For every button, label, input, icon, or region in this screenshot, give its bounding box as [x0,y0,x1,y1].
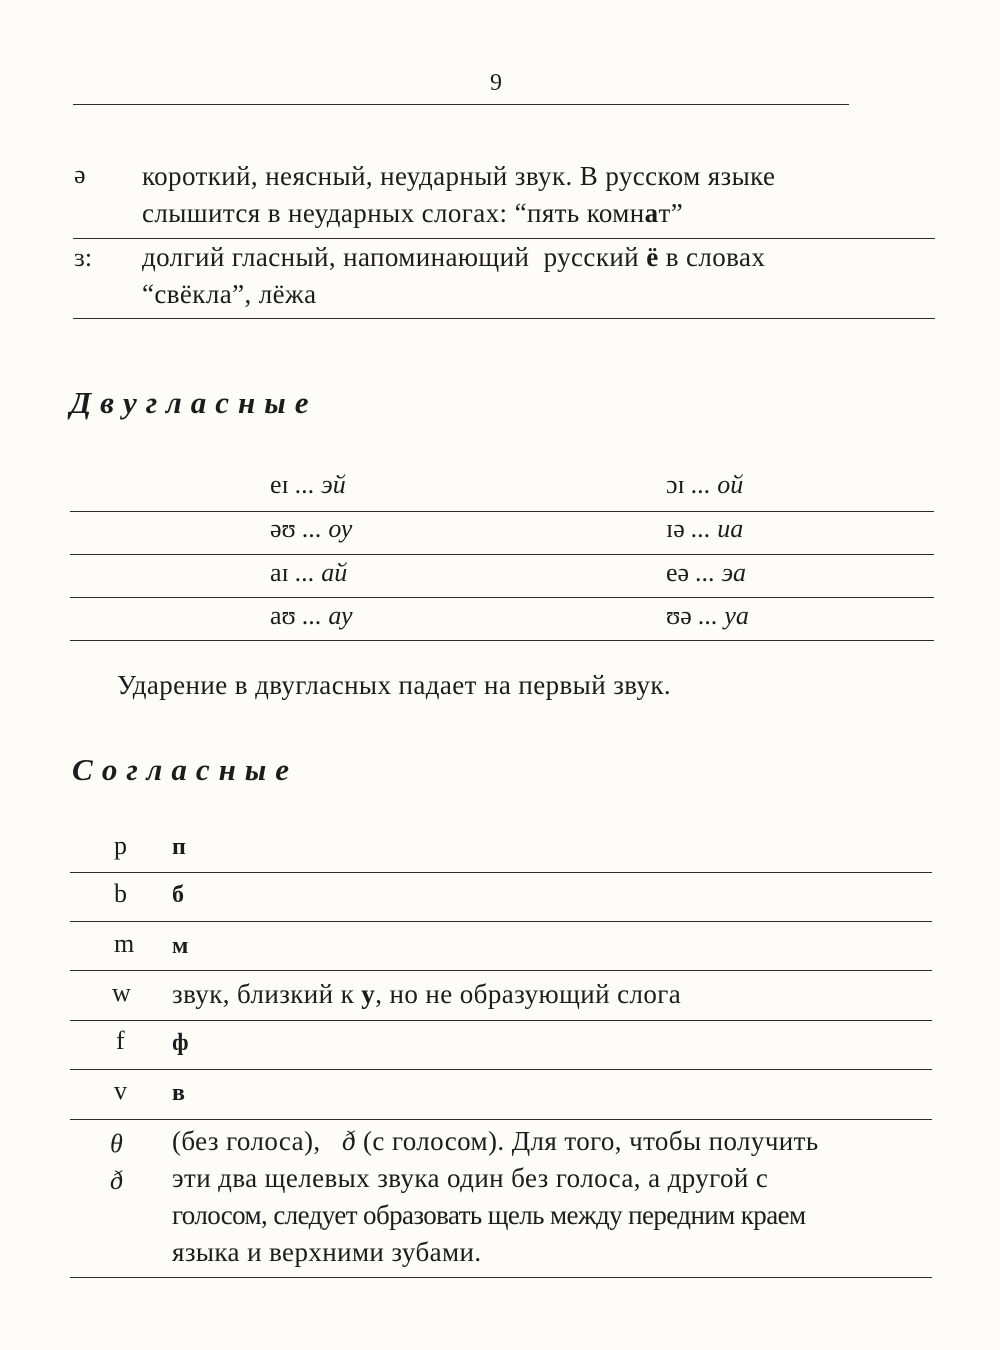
russian-approximation: ... эй [288,470,346,499]
diphthong-stress-note: Ударение в двугласных падает на первый звук. [117,670,672,700]
row-divider [70,511,934,512]
vowel-symbol-long-er: ɜ: [74,243,93,272]
diphthongs-heading: Двугласные [70,385,318,420]
vowel-desc-text: т” [658,198,684,228]
vowel-desc-text: слышится в неударных слогах: “пять комн [142,198,645,228]
diphthong-cell [666,601,749,631]
row-divider [70,872,932,873]
consonant-symbol: w [112,978,131,1007]
consonant-description-theta [172,1123,934,1271]
russian-approximation: ... ай [288,558,348,587]
theta-desc-line: языка и верхними зубами. [172,1237,482,1267]
row-divider [70,597,934,598]
emphasis-letter: ё [646,242,659,272]
header-rule [73,104,849,105]
diphthong-cell [270,470,346,500]
ipa-symbol: ɪə [666,514,685,543]
ipa-symbol: eə [666,558,690,587]
consonant-symbol: f [116,1026,125,1055]
theta-symbol: θ [110,1129,123,1158]
ipa-symbol: aʊ [270,601,296,630]
emphasis-letter: у [361,979,376,1009]
ipa-symbol: ʊə [666,601,692,630]
vowel-desc-line: короткий, неясный, неударный звук. В русском языке [142,161,776,191]
consonant-symbol: b [114,879,127,908]
diphthong-cell [270,601,353,631]
consonant-symbol: m [114,929,135,958]
theta-desc-line: голосом, следует образовать щель между передним краем [172,1200,806,1230]
eth-symbol: ð [110,1166,123,1195]
row-divider [70,1119,932,1120]
consonant-russian: б [172,882,184,908]
diphthong-cell [666,558,746,588]
row-divider [70,921,932,922]
diphthong-cell [270,558,347,588]
vowel-desc-text: в словах [658,242,766,272]
consonant-symbol: p [114,831,127,860]
vowel-description-schwa [142,158,934,232]
eth-inline-symbol: ð [341,1126,356,1156]
russian-approximation: ... уа [691,601,749,630]
russian-approximation: ... иа [684,514,744,543]
consonant-russian: п [172,834,186,860]
row-divider [70,1277,932,1278]
theta-desc-text: (с голосом). Для того, чтобы получить [355,1126,819,1156]
consonant-symbol-pair [110,1125,123,1199]
ipa-symbol: əʊ [270,514,296,543]
row-divider [70,970,932,971]
vowel-desc-line [142,239,934,276]
vowel-desc-text: долгий гласный, напоминающий русский [142,242,647,272]
consonant-desc-text: звук, близкий к [172,979,362,1009]
vowel-description-long-er [142,239,934,313]
vowel-desc-line [142,195,934,232]
diphthong-cell [270,514,352,544]
diphthong-cell [666,514,743,544]
row-divider [70,1069,932,1070]
row-divider [70,554,934,555]
consonants-heading: Согласные [72,752,299,787]
russian-approximation: ... ау [295,601,353,630]
theta-desc-line: эти два щелевых звука один без голоса, а другой с [172,1163,769,1193]
consonant-desc-text: , но не образующий слога [375,979,682,1009]
consonant-symbol: v [114,1076,127,1105]
row-divider [70,640,934,641]
ipa-symbol: eɪ [270,470,289,499]
consonant-russian: в [172,1080,185,1106]
theta-desc-text: (без голоса), [172,1126,342,1156]
ipa-symbol: aɪ [270,558,289,587]
ipa-symbol: ɔɪ [666,470,685,499]
stressed-letter: а [644,198,659,228]
vowel-desc-line: “свёкла”, лёжа [142,279,317,309]
row-divider [73,318,935,319]
russian-approximation: ... оу [295,514,353,543]
page-number: 9 [490,70,502,96]
theta-desc-line [172,1123,934,1160]
consonant-russian: м [172,933,189,959]
row-divider [70,1020,932,1021]
consonant-description [172,976,681,1013]
diphthong-cell [666,470,743,500]
russian-approximation: ... ой [684,470,744,499]
consonant-russian: ф [172,1030,189,1056]
russian-approximation: ... эа [689,558,747,587]
vowel-symbol-schwa: ə [74,160,86,189]
